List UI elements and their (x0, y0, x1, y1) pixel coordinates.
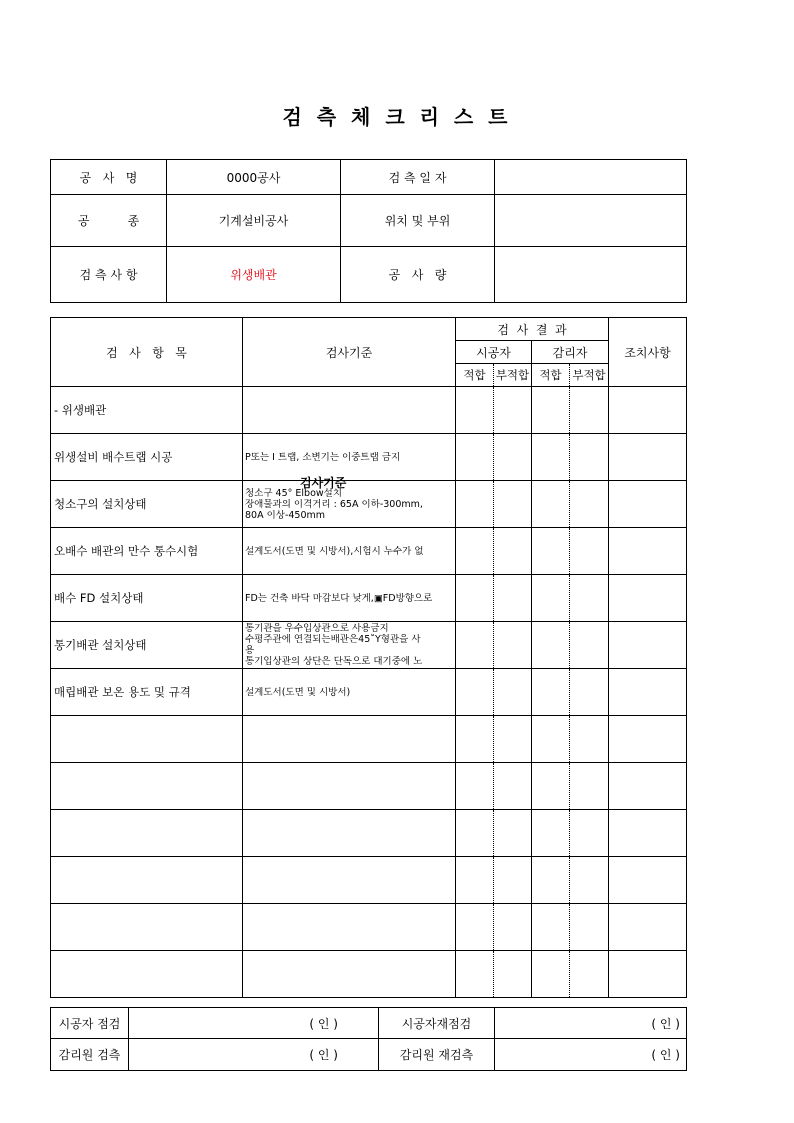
table-row (51, 387, 687, 434)
check-standard (243, 716, 456, 763)
check-item: 오배수 배관의 만수 통수시험 (51, 528, 243, 575)
check-standard (243, 904, 456, 951)
action-cell[interactable] (609, 904, 687, 951)
contractor-pass-cell[interactable] (456, 669, 494, 716)
supervisor-fail-cell[interactable] (570, 575, 609, 622)
check-standard (243, 810, 456, 857)
header-result: 검 사 결 과 (456, 318, 609, 341)
check-table (50, 317, 687, 998)
supervisor-recheck-seal[interactable]: ( 인 ) (495, 1039, 687, 1071)
location-value[interactable] (495, 195, 687, 247)
check-standard (243, 387, 456, 434)
check-standard (243, 481, 456, 528)
table-row (51, 716, 687, 763)
supervisor-fail-cell[interactable] (570, 622, 609, 669)
date-value[interactable] (495, 160, 687, 195)
action-cell[interactable] (609, 528, 687, 575)
contractor-fail-cell[interactable] (494, 434, 532, 481)
supervisor-pass-cell[interactable] (532, 951, 570, 998)
table-row (51, 669, 687, 716)
check-item: 배수 FD 설치상태 (51, 575, 243, 622)
check-rows (51, 387, 687, 998)
check-item (51, 716, 243, 763)
table-row (51, 575, 687, 622)
quantity-value[interactable] (495, 247, 687, 303)
table-row (51, 857, 687, 904)
trade-label: 공 종 (51, 195, 167, 247)
check-standard (243, 857, 456, 904)
table-row (51, 481, 687, 528)
contractor-fail-cell[interactable] (494, 951, 532, 998)
supervisor-check-seal[interactable]: ( 인 ) (129, 1039, 379, 1071)
action-cell[interactable] (609, 575, 687, 622)
standard-line: 장애물과의 이격거리 : 65A 이하-300mm, (245, 498, 423, 510)
contractor-recheck-label: 시공자재점검 (379, 1008, 495, 1039)
contractor-recheck-seal[interactable]: ( 인 ) (495, 1008, 687, 1039)
check-item (51, 857, 243, 904)
supervisor-fail-cell[interactable] (570, 387, 609, 434)
contractor-fail-cell[interactable] (494, 763, 532, 810)
header-item: 검 사 항 목 (51, 318, 243, 387)
action-cell[interactable] (609, 763, 687, 810)
header-action: 조치사항 (609, 318, 687, 387)
quantity-label: 공 사 량 (341, 247, 495, 303)
check-item: 통기배관 설치상태 (51, 622, 243, 669)
standard-overlay-text: 검사기준 (300, 476, 347, 490)
table-row (51, 904, 687, 951)
standard-line: 설계도서(도면 및 시방서) (245, 686, 351, 698)
contractor-pass-cell[interactable] (456, 810, 494, 857)
location-label: 위치 및 부위 (341, 195, 495, 247)
action-cell[interactable] (609, 810, 687, 857)
supervisor-fail-cell[interactable] (570, 763, 609, 810)
action-cell[interactable] (609, 669, 687, 716)
action-cell[interactable] (609, 622, 687, 669)
action-cell[interactable] (609, 857, 687, 904)
supervisor-fail-cell[interactable] (570, 481, 609, 528)
check-item (51, 951, 243, 998)
check-item: 위생설비 배수트랩 시공 (51, 434, 243, 481)
header-supervisor: 감리자 (532, 341, 609, 364)
contractor-fail-cell[interactable] (494, 716, 532, 763)
supervisor-fail-cell[interactable] (570, 528, 609, 575)
table-row (51, 810, 687, 857)
table-row (51, 763, 687, 810)
contractor-pass-cell[interactable] (456, 528, 494, 575)
sign-table (50, 1007, 687, 1071)
supervisor-fail-cell[interactable] (570, 810, 609, 857)
contractor-pass-cell[interactable] (456, 951, 494, 998)
inspection-item-value[interactable]: 위생배관 (167, 247, 341, 303)
supervisor-fail-cell[interactable] (570, 716, 609, 763)
check-item: 청소구의 설치상태 (51, 481, 243, 528)
action-cell[interactable] (609, 434, 687, 481)
check-item: - 위생배관 (51, 387, 243, 434)
header-contractor: 시공자 (456, 341, 532, 364)
contractor-pass-cell[interactable] (456, 387, 494, 434)
standard-line: 설계도서(도면 및 시방서),시험시 누수가 없 (245, 545, 424, 557)
check-item: 매립배관 보온 용도 및 규격 (51, 669, 243, 716)
supervisor-check-label: 감리원 검측 (51, 1039, 129, 1071)
table-row (51, 951, 687, 998)
check-item (51, 763, 243, 810)
supervisor-fail-cell[interactable] (570, 904, 609, 951)
table-row (51, 622, 687, 669)
standard-line: 통기입상관의 상단은 단독으로 대기중에 노 (245, 656, 423, 667)
standard-line: FD는 건축 바닥 마감보다 낮게,▣FD방향으로 (245, 592, 433, 604)
page-title: 검 측 체 크 리 스 트 (282, 105, 512, 129)
supervisor-pass-cell[interactable] (532, 575, 570, 622)
supervisor-pass-cell[interactable] (532, 669, 570, 716)
supervisor-fail-cell[interactable] (570, 434, 609, 481)
supervisor-recheck-label: 감리원 재검측 (379, 1039, 495, 1071)
contractor-fail-cell[interactable] (494, 575, 532, 622)
header-supervisor-pass: 적합 (532, 364, 570, 387)
trade-value[interactable]: 기계설비공사 (167, 195, 341, 247)
supervisor-pass-cell[interactable] (532, 622, 570, 669)
check-standard (243, 669, 456, 716)
contractor-check-seal[interactable]: ( 인 ) (129, 1008, 379, 1039)
standard-line: 용 (245, 645, 255, 656)
project-value[interactable]: 0000공사 (167, 160, 341, 195)
header-standard: 검사기준 (243, 318, 456, 387)
check-standard (243, 575, 456, 622)
table-row (51, 434, 687, 481)
header-contractor-pass: 적합 (456, 364, 494, 387)
check-item (51, 810, 243, 857)
contractor-pass-cell[interactable] (456, 716, 494, 763)
check-standard (243, 434, 456, 481)
supervisor-pass-cell[interactable] (532, 904, 570, 951)
contractor-fail-cell[interactable] (494, 810, 532, 857)
action-cell[interactable] (609, 716, 687, 763)
check-item (51, 904, 243, 951)
contractor-fail-cell[interactable] (494, 481, 532, 528)
check-standard (243, 528, 456, 575)
standard-line: 80A 이상-450mm (245, 509, 326, 521)
contractor-fail-cell[interactable] (494, 857, 532, 904)
header-supervisor-fail: 부적합 (570, 364, 609, 387)
contractor-fail-cell[interactable] (494, 669, 532, 716)
action-cell[interactable] (609, 951, 687, 998)
supervisor-pass-cell[interactable] (532, 481, 570, 528)
supervisor-pass-cell[interactable] (532, 434, 570, 481)
info-table (50, 159, 687, 303)
contractor-pass-cell[interactable] (456, 904, 494, 951)
supervisor-fail-cell[interactable] (570, 669, 609, 716)
project-label: 공 사 명 (51, 160, 167, 195)
standard-line: 통기관을 우수입상관으로 사용금지 (245, 623, 389, 634)
contractor-check-label: 시공자 점검 (51, 1008, 129, 1039)
contractor-pass-cell[interactable] (456, 763, 494, 810)
supervisor-pass-cell[interactable] (532, 763, 570, 810)
action-cell[interactable] (609, 481, 687, 528)
standard-line: P또는 I 트랩, 소변기는 이중트랩 금지 (245, 451, 401, 463)
supervisor-fail-cell[interactable] (570, 857, 609, 904)
contractor-fail-cell[interactable] (494, 387, 532, 434)
action-cell[interactable] (609, 387, 687, 434)
standard-line: 청소구 45° Elbow설치 (245, 487, 343, 499)
table-row (51, 528, 687, 575)
supervisor-pass-cell[interactable] (532, 857, 570, 904)
contractor-pass-cell[interactable] (456, 481, 494, 528)
contractor-fail-cell[interactable] (494, 528, 532, 575)
check-standard (243, 763, 456, 810)
supervisor-pass-cell[interactable] (532, 810, 570, 857)
supervisor-pass-cell[interactable] (532, 716, 570, 763)
contractor-pass-cell[interactable] (456, 622, 494, 669)
header-contractor-fail: 부적합 (494, 364, 532, 387)
standard-line: 수평주관에 연결되는배관은45˚Y형관을 사 (245, 634, 421, 645)
contractor-pass-cell[interactable] (456, 434, 494, 481)
date-label: 검 측 일 자 (341, 160, 495, 195)
contractor-pass-cell[interactable] (456, 857, 494, 904)
inspection-item-label: 검 측 사 항 (51, 247, 167, 303)
check-standard (243, 951, 456, 998)
contractor-fail-cell[interactable] (494, 904, 532, 951)
supervisor-pass-cell[interactable] (532, 528, 570, 575)
supervisor-fail-cell[interactable] (570, 951, 609, 998)
supervisor-pass-cell[interactable] (532, 387, 570, 434)
check-standard (243, 622, 456, 669)
contractor-fail-cell[interactable] (494, 622, 532, 669)
contractor-pass-cell[interactable] (456, 575, 494, 622)
